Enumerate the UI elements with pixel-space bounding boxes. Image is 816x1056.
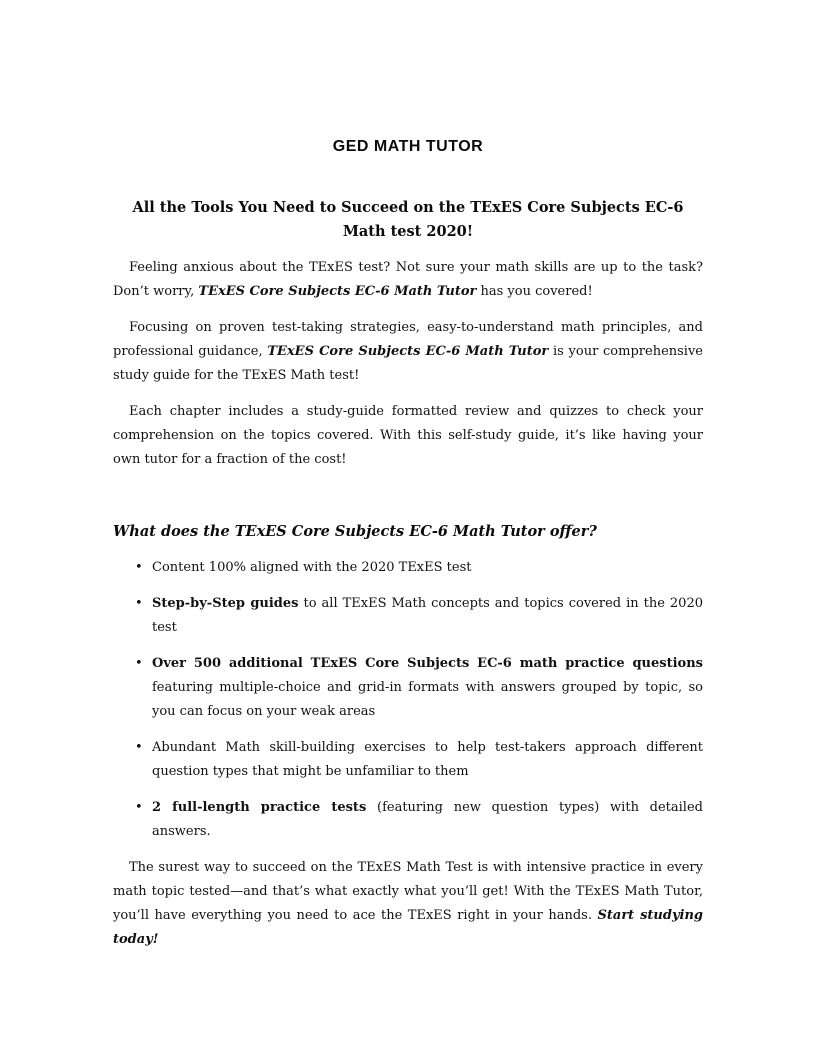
feature-name-run: 2 full-length practice tests: [152, 800, 367, 815]
bullet-text: [152, 556, 703, 580]
bullet-item: [113, 736, 703, 784]
document-title: GED MATH TUTOR: [332, 138, 484, 155]
bullet-item: [113, 556, 703, 580]
text-run: featuring multiple-choice and grid-in formats with answers grouped by topic, so you can focus on your weak areas: [152, 680, 703, 719]
text-run: to all TExES Math concepts and topics covered in the 2020 test: [152, 596, 703, 635]
offer-section-heading: What does the TExES Core Subjects EC-6 Math Tutor offer?: [113, 523, 597, 540]
feature-name-run: Step-by-Step guides: [152, 596, 299, 611]
bullet-marker-icon: •: [135, 656, 143, 671]
bullet-text: [152, 796, 703, 844]
text-run: has you covered!: [476, 284, 593, 299]
intro-paragraph-3: [113, 400, 703, 472]
text-run: Feeling anxious about the TExES test? Not sure your math skills are up to the task? Don’t worry,: [113, 260, 703, 299]
bullet-text: [152, 592, 703, 640]
bullet-item: [113, 652, 703, 724]
intro-paragraph-1: [113, 256, 703, 304]
feature-bullet-list: [113, 556, 703, 844]
bullet-text: [152, 736, 703, 784]
book-title-run: TExES Core Subjects EC-6 Math Tutor: [267, 344, 549, 359]
bullet-item: [113, 592, 703, 640]
text-run: (featuring new question types) with detailed answers.: [152, 800, 703, 839]
intro-paragraph-2: [113, 316, 703, 388]
text-run: The surest way to succeed on the TExES Math Test is with intensive practice in every math topic tested—and that’s what exactly what you’ll get! With the TExES Math Tutor, you’ll have everything you need to ace the TExES right in your hands.: [113, 860, 703, 923]
book-title-run: TExES Core Subjects EC-6 Math Tutor: [198, 284, 477, 299]
bullet-text: [152, 652, 703, 724]
bullet-marker-icon: •: [135, 596, 143, 611]
closing-paragraph: [113, 856, 703, 952]
text-run: Focusing on proven test-taking strategies, easy-to-understand math principles, and professional guidance,: [113, 320, 703, 359]
call-to-action-run: Start studying today!: [113, 908, 703, 947]
text-run: is your comprehensive study guide for the TExES Math test!: [113, 344, 703, 383]
bullet-marker-icon: •: [135, 800, 143, 815]
bullet-item: [113, 796, 703, 844]
text-run: Each chapter includes a study-guide formatted review and quizzes to check your comprehension on the topics covered. With this self-study guide, it’s like having your own tutor for a fraction of the cost!: [113, 404, 703, 467]
bullet-marker-icon: •: [135, 560, 143, 575]
document-subtitle: All the Tools You Need to Succeed on the TExES Core Subjects EC-6 Math test 2020!: [132, 199, 684, 240]
text-run: Content 100% aligned with the 2020 TExES test: [152, 560, 472, 575]
text-run: Abundant Math skill-building exercises to help test-takers approach different question types that might be unfamiliar to them: [152, 740, 703, 779]
bullet-marker-icon: •: [135, 740, 143, 755]
feature-name-run: Over 500 additional TExES Core Subjects EC-6 math practice questions: [152, 656, 703, 671]
